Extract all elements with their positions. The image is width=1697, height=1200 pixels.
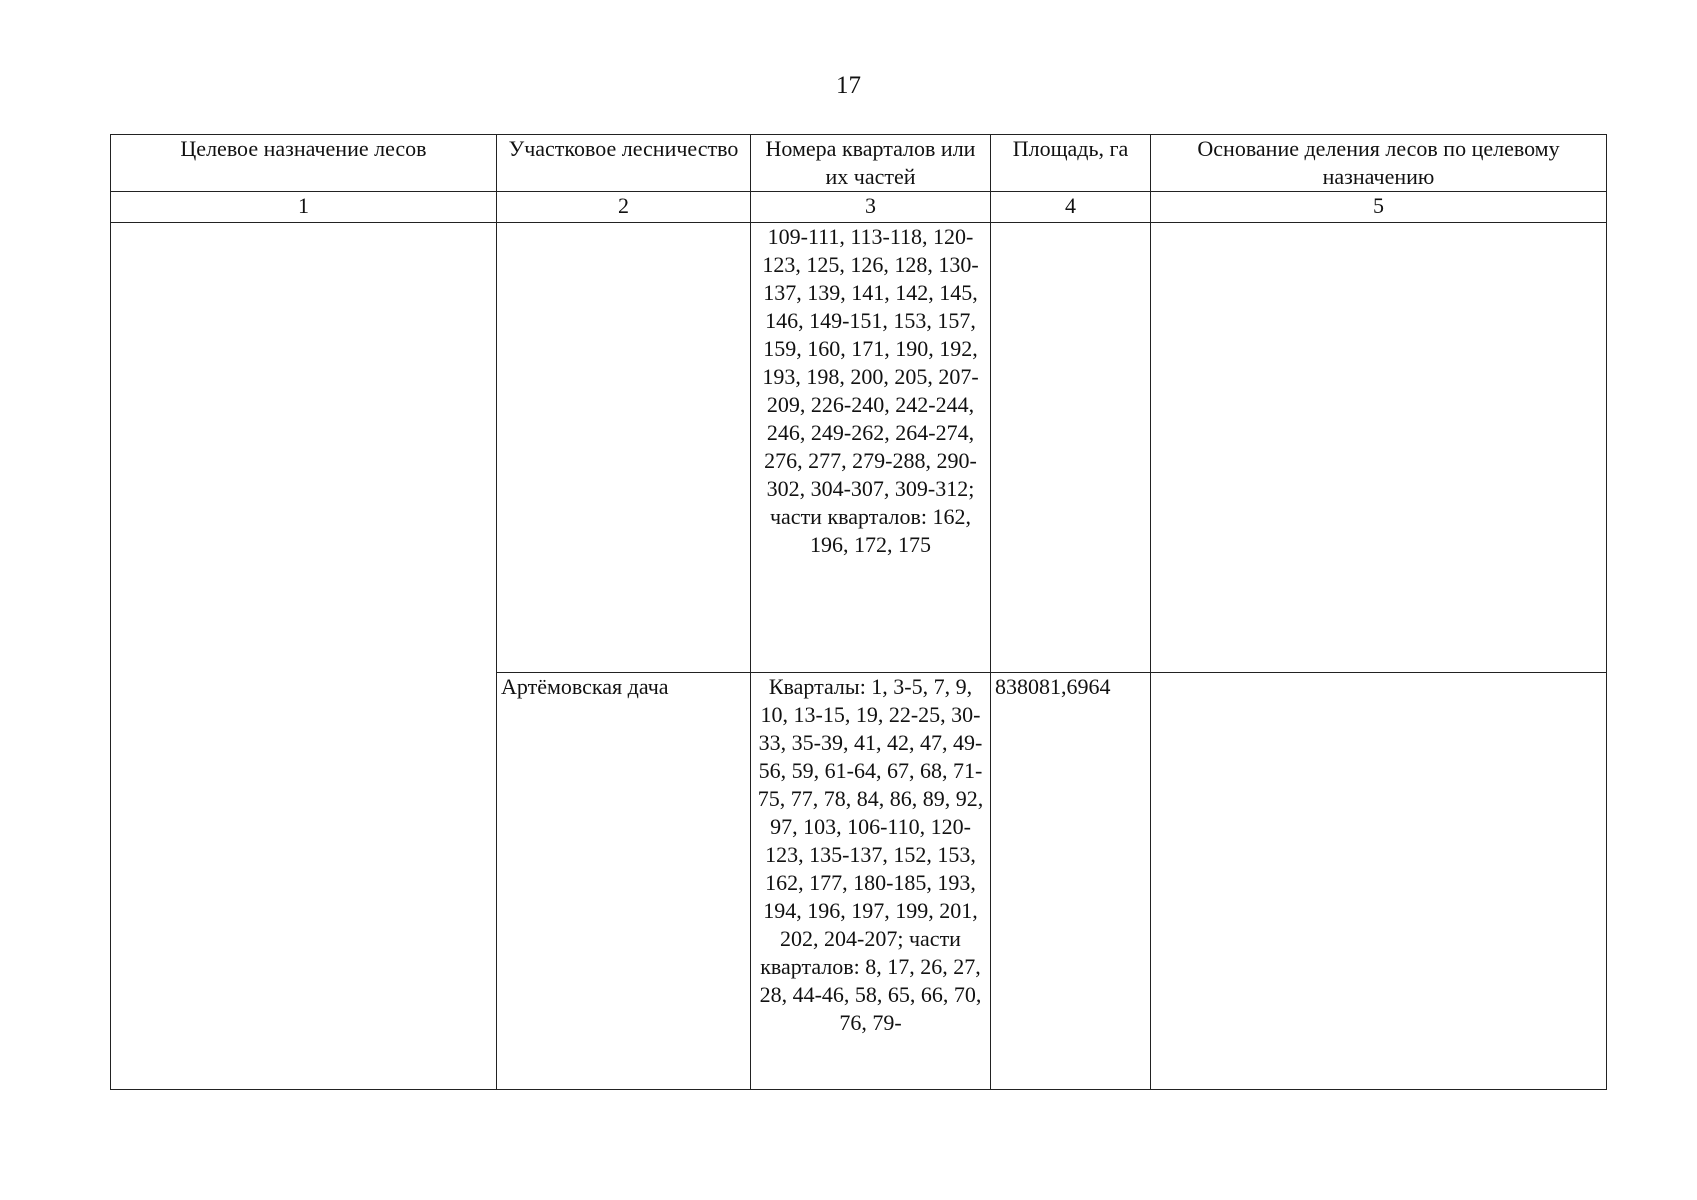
column-number: 3: [751, 192, 991, 223]
column-number-row: [111, 192, 1607, 223]
table-header-row: [111, 135, 1607, 192]
column-number: 5: [1151, 192, 1607, 223]
column-number: 2: [497, 192, 751, 223]
forestry-cell: Артёмовская дача: [497, 673, 751, 1090]
forestry-cell: [497, 223, 751, 673]
table-row: [111, 223, 1607, 673]
header-basis: Основание деления лесов по целевому назначению: [1151, 135, 1607, 192]
forest-purpose-table: [110, 134, 1607, 1090]
quarters-cell: 109-111, 113-118, 120-123, 125, 126, 128, 130-137, 139, 141, 142, 145, 146, 149-151, 153, 157, 159, 160, 171, 190, 192, 193, 198, 200, 205, 207-209, 226-240, 242-244, 246, 249-262, 264-274, 276, 277, 279-288, 290-302, 304-307, 309-312; части кварталов: 162, 196, 172, 175: [751, 223, 991, 673]
page-number: 17: [836, 72, 861, 99]
basis-cell: [1151, 223, 1607, 673]
header-quarters: Номера кварталов или их частей: [751, 135, 991, 192]
header-area: Площадь, га: [991, 135, 1151, 192]
column-number: 1: [111, 192, 497, 223]
area-cell: [991, 223, 1151, 673]
purpose-cell: [111, 223, 497, 1090]
area-cell: 838081,6964: [991, 673, 1151, 1090]
column-number: 4: [991, 192, 1151, 223]
basis-cell: [1151, 673, 1607, 1090]
quarters-cell: Кварталы: 1, 3-5, 7, 9, 10, 13-15, 19, 22-25, 30-33, 35-39, 41, 42, 47, 49-56, 59, 61-64, 67, 68, 71-75, 77, 78, 84, 86, 89, 92, 97, 103, 106-110, 120-123, 135-137, 152, 153, 162, 177, 180-185, 193, 194, 196, 197, 199, 201, 202, 204-207; части кварталов: 8, 17, 26, 27, 28, 44-46, 58, 65, 66, 70, 76, 79-: [751, 673, 991, 1090]
header-forestry: Участковое лесничество: [497, 135, 751, 192]
header-purpose: Целевое назначение лесов: [111, 135, 497, 192]
